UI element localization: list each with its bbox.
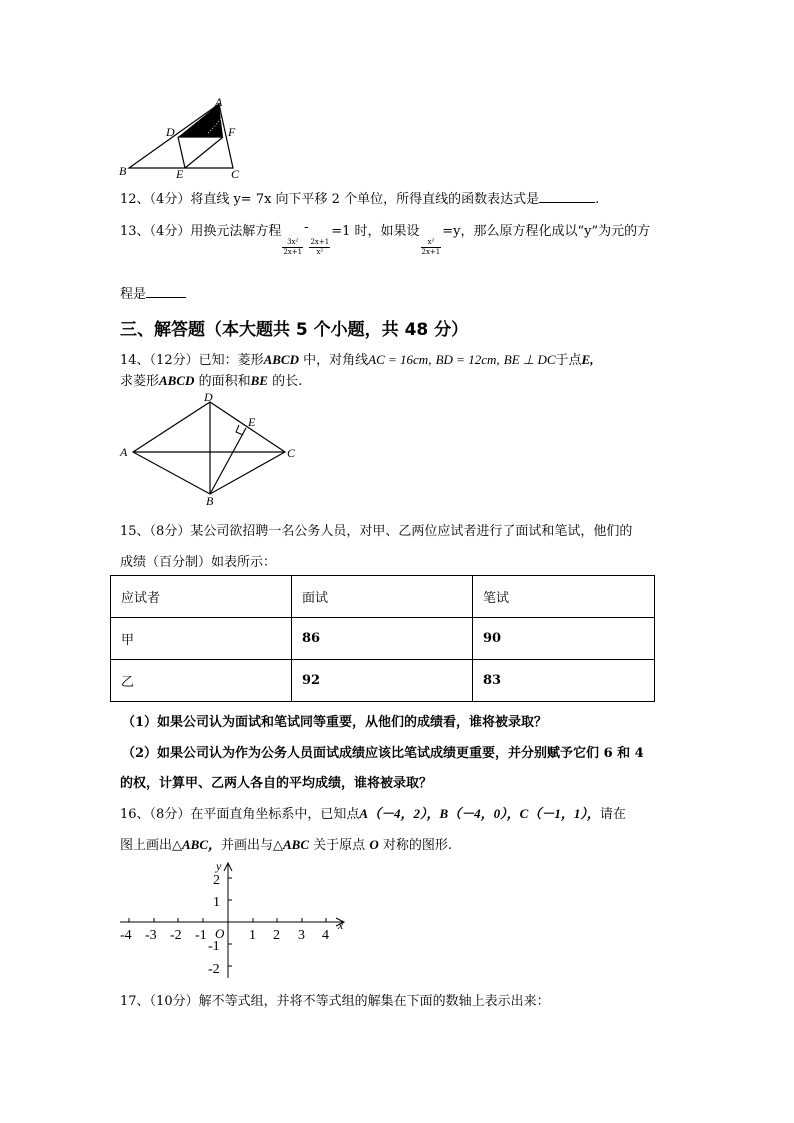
fraction-1-den: 2x+1	[283, 248, 303, 256]
label-A2: A	[120, 445, 128, 459]
fraction-3-den: 2x+1	[421, 248, 441, 256]
label-E2: E	[248, 415, 256, 429]
q16-point-b: B（－4，0），	[439, 806, 520, 821]
x-tick-label: 2	[273, 928, 280, 943]
coordinate-plane	[115, 856, 355, 982]
question-14	[120, 349, 593, 368]
question-16-line2	[120, 834, 452, 853]
table-cell: 92	[292, 660, 473, 702]
q14-line2a: 求菱形	[120, 374, 160, 389]
origin-label: O	[215, 926, 225, 941]
question-15: 15、（8分）某公司欲招聘一名公务人员，对甲、乙两位应试者进行了面试和笔试，他们的	[120, 524, 633, 539]
q16-line2b: ABC，	[182, 837, 222, 852]
x-tick-label: 4	[322, 928, 329, 943]
y-tick-label: 1	[213, 895, 220, 910]
label-A: A	[215, 95, 223, 109]
question-16	[120, 803, 626, 822]
label-E: E	[176, 167, 184, 180]
y-tick-label: 2	[213, 873, 220, 888]
q12-answer-blank[interactable]	[539, 190, 595, 203]
table-cell: 乙	[111, 660, 292, 702]
fraction-2-num: 2x+1	[310, 238, 330, 246]
q13-prefix: 13、（4分）用换元法解方程	[120, 224, 282, 239]
q15-subquestion-2-line2: 的权，计算甲、乙两人各自的平均成绩，谁将被录取？	[120, 776, 433, 791]
x-tick-label: -1	[195, 928, 207, 943]
fraction-2-den: x²	[316, 248, 324, 256]
fraction-2	[309, 238, 330, 257]
x-tick-label: 1	[249, 928, 256, 943]
q14-ac: AC = 16cm,	[368, 352, 432, 367]
question-13-line2	[120, 283, 186, 302]
q13-minus: -	[304, 220, 309, 235]
table-cell: 86	[292, 618, 473, 660]
q12-text: 12、（4分）将直线 y= 7x 向下平移 2 个单位，所得直线的函数表达式是	[120, 192, 540, 207]
table-header-row	[111, 576, 655, 618]
label-B2: B	[206, 494, 214, 508]
label-F: F	[228, 125, 236, 139]
x-tick-label: -2	[170, 928, 182, 943]
q14-line2e: 的长.	[272, 374, 303, 389]
q14-p1: 14、（12分）已知：菱形	[120, 353, 264, 368]
q16-line2g: 对称的图形.	[382, 838, 452, 853]
q16-line2a: 图上画出△	[120, 838, 182, 853]
q14-abcd: ABCD	[263, 352, 299, 367]
q16-line1a: 16、（8分）在平面直角坐标系中，已知点	[120, 807, 360, 822]
fraction-3-num: x²	[421, 238, 442, 248]
q13-line2: 程是	[120, 287, 147, 302]
table-row	[111, 660, 655, 702]
q14-p2: 中，对角线	[303, 353, 369, 368]
fraction-1	[282, 238, 303, 257]
table-cell: 甲	[111, 618, 292, 660]
q14-p3: 于点	[555, 353, 582, 368]
label-C2: C	[287, 446, 296, 460]
x-tick-label: -4	[120, 928, 132, 943]
y-tick-label: -2	[208, 962, 220, 977]
question-14-line2	[120, 370, 302, 389]
q14-line2c: 的面积和	[198, 374, 251, 389]
q14-line2b: ABCD	[159, 373, 195, 388]
x-axis-label: x	[338, 918, 344, 932]
table-row	[111, 618, 655, 660]
q13-mid: =1 时，如果设	[331, 224, 420, 239]
x-tick-label: 3	[298, 928, 305, 943]
y-axis-label: y	[216, 859, 222, 873]
fraction-1-num: 3x²	[282, 238, 303, 248]
fraction-3	[421, 238, 442, 257]
label-B: B	[119, 164, 127, 178]
q14-bd: BD = 12cm,	[435, 352, 500, 367]
y-tick-label: -1	[208, 939, 220, 954]
q14-line2d: BE	[250, 373, 268, 388]
q16-line2d: ABC	[283, 837, 310, 852]
label-D2: D	[204, 390, 213, 404]
question-13	[120, 220, 651, 256]
q16-line1b: 请在	[599, 807, 626, 822]
q13-suffix: =y，那么原方程化成以“y”为元的方	[442, 224, 651, 239]
q16-point-a: A（－4，2），	[359, 806, 440, 821]
table-header: 笔试	[473, 576, 655, 618]
table-header: 面试	[292, 576, 473, 618]
section-3-heading: 三、解答题（本大题共 5 个小题，共 48 分）	[120, 320, 469, 340]
q16-point-c: C（－1，1），	[519, 806, 600, 821]
label-D: D	[166, 125, 175, 139]
q16-line2c: 并画出与△	[221, 838, 284, 853]
q16-line2e: 关于原点	[313, 838, 366, 853]
x-tick-label: -3	[145, 928, 157, 943]
question-17: 17、（10分）解不等式组，并将不等式组的解集在下面的数轴上表示出来：	[120, 994, 550, 1009]
score-table	[110, 575, 655, 702]
rhombus-figure	[115, 390, 305, 510]
table-cell: 90	[473, 618, 655, 660]
q12-end: .	[595, 192, 600, 207]
table-cell: 83	[473, 660, 655, 702]
q14-e: E,	[581, 352, 594, 367]
table-header: 应试者	[111, 576, 292, 618]
q16-line2f: O	[369, 837, 379, 852]
question-15-line2: 成绩（百分制）如表所示：	[120, 555, 277, 570]
triangle-figure	[115, 95, 255, 180]
question-12	[120, 188, 599, 207]
q14-be: BE ⊥ DC	[503, 352, 556, 367]
label-C: C	[231, 167, 240, 180]
q13-answer-blank[interactable]	[146, 285, 186, 298]
q15-subquestion-2: （2）如果公司认为作为公务人员面试成绩应该比笔试成绩更重要，并分别赋予它们 6 和 4	[122, 746, 644, 761]
q15-subquestion-1: （1）如果公司认为面试和笔试同等重要，从他们的成绩看，谁将被录取？	[122, 715, 548, 730]
